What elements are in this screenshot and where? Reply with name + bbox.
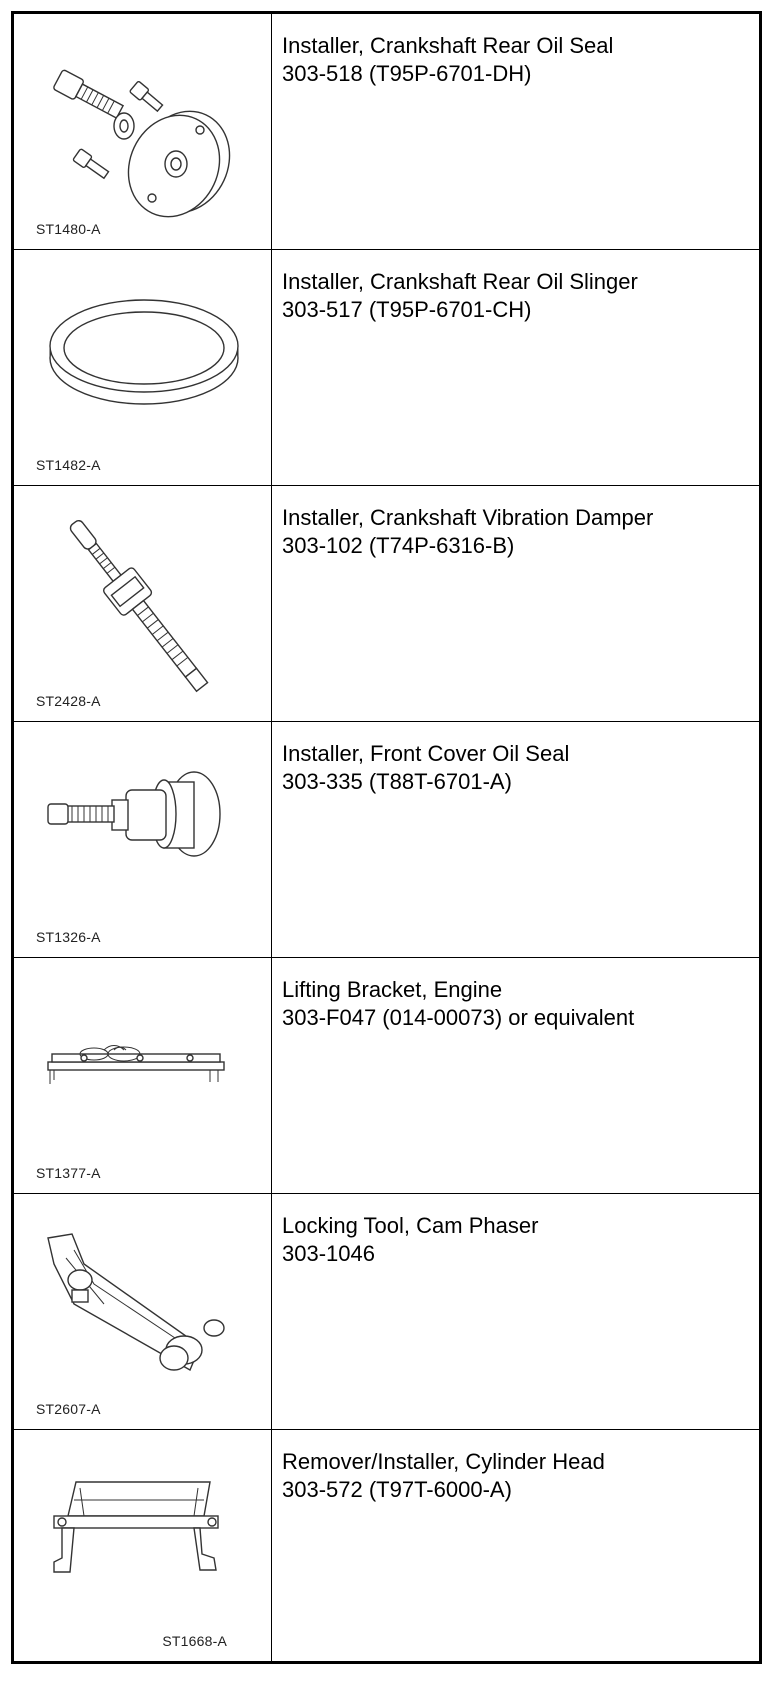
front-cover-seal-installer-icon bbox=[14, 722, 272, 958]
tool-name: Installer, Crankshaft Rear Oil Slinger bbox=[282, 269, 638, 294]
image-code: ST2607-A bbox=[36, 1401, 101, 1417]
oil-seal-installer-icon bbox=[14, 14, 272, 250]
tool-number: 303-335 (T88T-6701-A) bbox=[282, 769, 512, 794]
tool-number: 303-518 (T95P-6701-DH) bbox=[282, 61, 532, 86]
tool-number: 303-517 (T95P-6701-CH) bbox=[282, 297, 532, 322]
image-code: ST1668-A bbox=[162, 1633, 227, 1649]
table-row bbox=[14, 958, 759, 1194]
tool-name: Installer, Crankshaft Rear Oil Seal bbox=[282, 33, 614, 58]
image-code: ST1480-A bbox=[36, 221, 101, 237]
tool-description-cell bbox=[272, 1194, 759, 1429]
oil-slinger-installer-icon bbox=[14, 250, 272, 486]
tool-description-cell bbox=[272, 1430, 759, 1661]
tool-image-cell bbox=[14, 14, 272, 249]
tool-number: 303-572 (T97T-6000-A) bbox=[282, 1477, 512, 1502]
special-tools-table bbox=[11, 11, 762, 1664]
tool-name: Remover/Installer, Cylinder Head bbox=[282, 1449, 605, 1474]
table-row bbox=[14, 722, 759, 958]
tool-number: 303-1046 bbox=[282, 1241, 375, 1266]
image-code: ST1482-A bbox=[36, 457, 101, 473]
tool-image-cell bbox=[14, 250, 272, 485]
image-code: ST1377-A bbox=[36, 1165, 101, 1181]
table-row bbox=[14, 250, 759, 486]
tool-description-cell bbox=[272, 722, 759, 957]
lifting-bracket-icon bbox=[14, 958, 272, 1194]
tool-image-cell bbox=[14, 722, 272, 957]
vibration-damper-installer-icon bbox=[14, 486, 272, 722]
image-code: ST2428-A bbox=[36, 693, 101, 709]
table-row bbox=[14, 1430, 759, 1661]
tool-description-cell bbox=[272, 958, 759, 1193]
tool-name: Locking Tool, Cam Phaser bbox=[282, 1213, 539, 1238]
table-row bbox=[14, 1194, 759, 1430]
tool-number: 303-F047 (014-00073) or equivalent bbox=[282, 1005, 635, 1030]
tool-image-cell bbox=[14, 958, 272, 1193]
cam-phaser-locking-tool-icon bbox=[14, 1194, 272, 1430]
cylinder-head-remover-icon bbox=[14, 1430, 272, 1666]
tool-number: 303-102 (T74P-6316-B) bbox=[282, 533, 515, 558]
tool-description-cell bbox=[272, 250, 759, 485]
tool-name: Lifting Bracket, Engine bbox=[282, 977, 503, 1002]
table-row bbox=[14, 486, 759, 722]
tool-image-cell bbox=[14, 1194, 272, 1429]
image-code: ST1326-A bbox=[36, 929, 101, 945]
tool-image-cell bbox=[14, 486, 272, 721]
tool-name: Installer, Front Cover Oil Seal bbox=[282, 741, 570, 766]
tool-description-cell bbox=[272, 486, 759, 721]
table-row bbox=[14, 14, 759, 250]
tool-name: Installer, Crankshaft Vibration Damper bbox=[282, 505, 654, 530]
tool-image-cell bbox=[14, 1430, 272, 1661]
tool-description-cell bbox=[272, 14, 759, 249]
